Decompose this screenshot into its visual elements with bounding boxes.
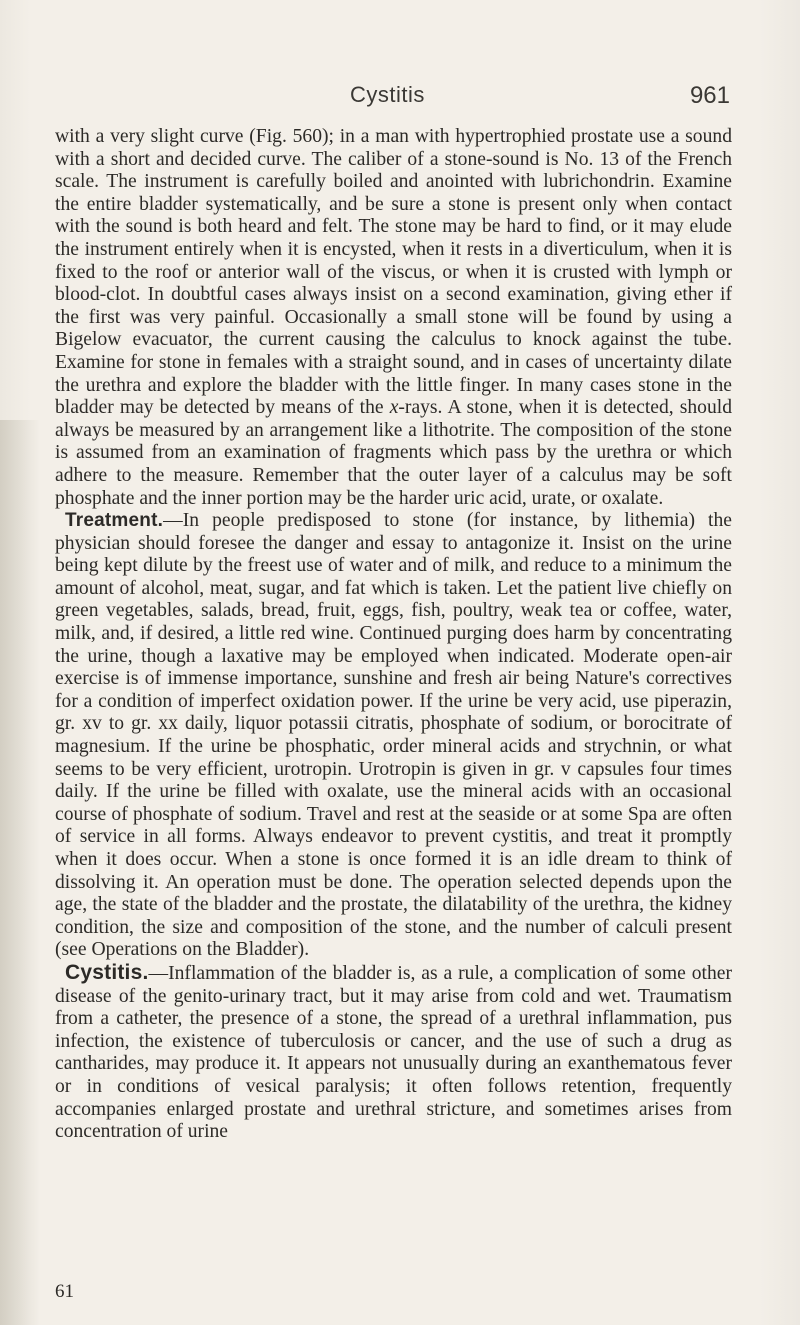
treatment-text: —In people predisposed to stone (for instance, by lithemia) the physician should foresee the danger and essay to antagonize it. Insist on the urine being kept dilute by the freest use of water and of milk, and reduce to a minimum the amount of alcohol, meat, sugar, and fat which is taken. Let the patient live chiefly on green vegetables, salads, bread, fruit, eggs, fish, poultry, weak tea or coffee, water, milk, and, if desired, a little red wine. Continued purging does harm by concentrating the urine, though a laxative may be employed when indicated. Moderate open-air exercise is of immense importance, sunshine and fresh air being Nature's correctives for a condition of imperfect oxidation power. If the urine be very acid, use piperazin, gr. xv to gr. xx daily, liquor potassii citratis, phosphate of sodium, or borocitrate of magnesium. If the urine be phosphatic, order mineral acids and strychnin, or what seems to be very efficient, urotropin. Urotropin is given in gr. v capsules four times daily. If the urine be filled with oxalate, use the mineral acids with an occasional course of phosphate of sodium. Travel and rest at the seaside or at some Spa are often of service in all forms. Always endeavor to prevent cystitis, and treat it promptly when it does occur. When a stone is once formed it is an idle dream to think of dissolving it. An operation must be done. The operation selected depends upon the age, the state of the bladder and the prostate, the dilatability of the urethra, the kidney condition, the size and composition of the stone, and the number of calculi present (see Operations on the Bladder). <box>55 510 732 961</box>
body-text <box>55 126 732 1144</box>
page-number: 961 <box>689 82 730 109</box>
paragraph-stone-examination <box>55 126 732 510</box>
printer-signature-mark: 61 <box>55 1281 74 1302</box>
treatment-heading: Treatment. <box>65 510 164 532</box>
cystitis-text: —Inflammation of the bladder is, as a rule, a complication of some other disease of the genito-urinary tract, but it may arise from cold and wet. Traumatism from a catheter, the presence of a stone, the spread of a urethral inflammation, pus infection, the existence of tuberculosis or cancer, and the use of such a drug as cantharides, may produce it. It appears not unusually during an exanthematous fever or in conditions of vesical paralysis; it often follows retention, frequently accompanies enlarged prostate and urethral stricture, and sometimes arises from concentration of urine <box>55 962 732 1143</box>
cystitis-heading: Cystitis. <box>65 960 149 984</box>
page-binding-shadow <box>0 420 40 1325</box>
paragraph-cystitis <box>55 962 732 1144</box>
running-title: Cystitis <box>350 82 425 107</box>
italic-term: x <box>389 397 399 419</box>
page-header <box>55 82 730 112</box>
paragraph-text-end: -rays. A stone, when it is detected, should always be measured by an arrangement like a lithotrite. The composition of the stone is assumed from an examination of fragments which pass by the urethra or which adhere to the measure. Remember that the outer layer of a calculus may be soft phosphate and the inner portion may be the harder uric acid, urate, or oxalate. <box>55 397 732 509</box>
paragraph-text: with a very slight curve (Fig. 560); in a man with hypertrophied prostate use a sound with a short and decided curve. The caliber of a stone-sound is No. 13 of the French scale. The instrument is carefully boiled and anointed with lubrichondrin. Examine the entire bladder systematically, and be sure a stone is present only when contact with the sound is both heard and felt. The stone may be hard to find, or it may elude the instrument entirely when it is encysted, when it rests in a diverticulum, when it is fixed to the roof or anterior wall of the viscus, or when it is crusted with lymph or blood-clot. In doubtful cases always insist on a second examination, giving ether if the first was very painful. Occasionally a small stone will be found by using a Bigelow evacuator, the current causing the calculus to knock against the tube. Examine for stone in females with a straight sound, and in cases of uncertainty dilate the urethra and explore the bladder with the little finger. In many cases stone in the bladder may be detected by means of the <box>55 126 732 419</box>
paragraph-treatment <box>55 510 732 962</box>
